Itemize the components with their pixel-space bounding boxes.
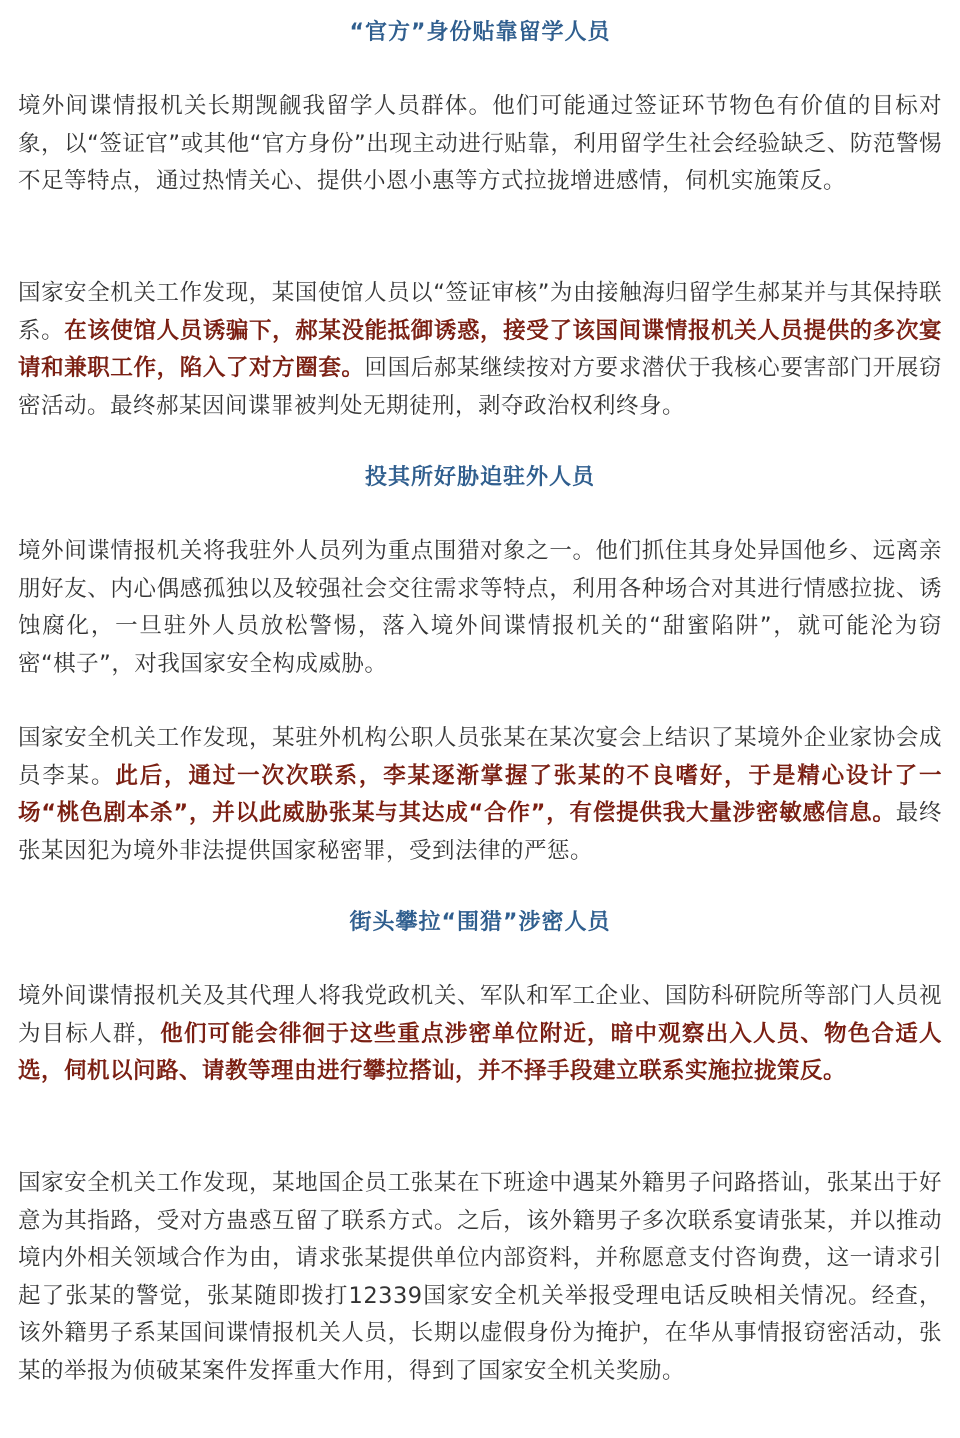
case-tail-text: 最终张某因犯为境外非法提供国家秘密罪，受到法律的严惩。 [18,800,942,864]
section-intro-paragraph: 境外间谍情报机关将我驻外人员列为重点围猎对象之一。他们抓住其身处异国他乡、远离亲朋好友、内心偶感孤独以及较强社会交往需求等特点，利用各种场合对其进行情感拉拢、诱蚀腐化，一旦驻外人员放松警惕，落入境外间谍情报机关的“甜蜜陷阱”，就可能沦为窃密“棋子”，对我国家安全构成威胁。 [18,538,942,677]
section-heading-official-identity: “官方”身份贴靠留学人员 [349,20,611,45]
section-heading-overseas-staff: 投其所好胁迫驻外人员 [364,465,595,490]
case-highlight-text: 在该使馆人员诱骗下，郝某没能抵御诱惑，接受了该国间谍情报机关人员提供的多次宴请和兼职工作，陷入了对方圈套。 [18,317,942,381]
case-lead-text: 国家安全机关工作发现，某驻外机构公职人员张某在某次宴会上结识了某境外企业家协会成员李某。 [18,725,942,789]
case-tail-text: 回国后郝某继续按对方要求潜伏于我核心要害部门开展窃密活动。最终郝某因间谍罪被判处无期徒刑，剥夺政治权利终身。 [18,355,942,419]
case-paragraph [18,275,942,425]
intro-lead-text: 境外间谍情报机关及其代理人将我党政机关、军队和军工企业、国防科研院所等部门人员视为目标人群， [18,983,942,1047]
case-paragraph [18,720,942,870]
section-heading-street-approach: 街头攀拉“围猎”涉密人员 [349,910,611,935]
case-lead-text: 国家安全机关工作发现，某国使馆人员以“签证审核”为由接触海归留学生郝某并与其保持联系。 [18,280,942,344]
case-paragraph: 国家安全机关工作发现，某地国企员工张某在下班途中遇某外籍男子问路搭讪，张某出于好意为其指路，受对方蛊惑互留了联系方式。之后，该外籍男子多次联系宴请张某，并以推动境内外相关领域合作为由，请求张某提供单位内部资料，并称愿意支付咨询费，这一请求引起了张某的警觉，张某随即拨打12339国家安全机关举报受理电话反映相关情况。经查，该外籍男子系某国间谍情报机关人员，长期以虚假身份为掩护，在华从事情报窃密活动，张某的举报为侦破某案件发挥重大作用，得到了国家安全机关奖励。 [18,1170,942,1384]
section-intro-paragraph: 境外间谍情报机关长期觊觎我留学人员群体。他们可能通过签证环节物色有价值的目标对象，以“签证官”或其他“官方身份”出现主动进行贴靠，利用留学生社会经验缺乏、防范警惕不足等特点，通过热情关心、提供小恩小惠等方式拉拢增进感情，伺机实施策反。 [18,93,942,194]
intro-highlight-text: 他们可能会徘徊于这些重点涉密单位附近，暗中观察出入人员、物色合适人选，伺机以问路、请教等理由进行攀拉搭讪，并不择手段建立联系实施拉拢策反。 [18,1020,942,1084]
case-highlight-text: 此后，通过一次次联系，李某逐渐掌握了张某的不良嗜好，于是精心设计了一场“桃色剧本杀”，并以此威胁张某与其达成“合作”，有偿提供我大量涉密敏感信息。 [18,762,942,826]
section-intro-paragraph [18,978,942,1091]
